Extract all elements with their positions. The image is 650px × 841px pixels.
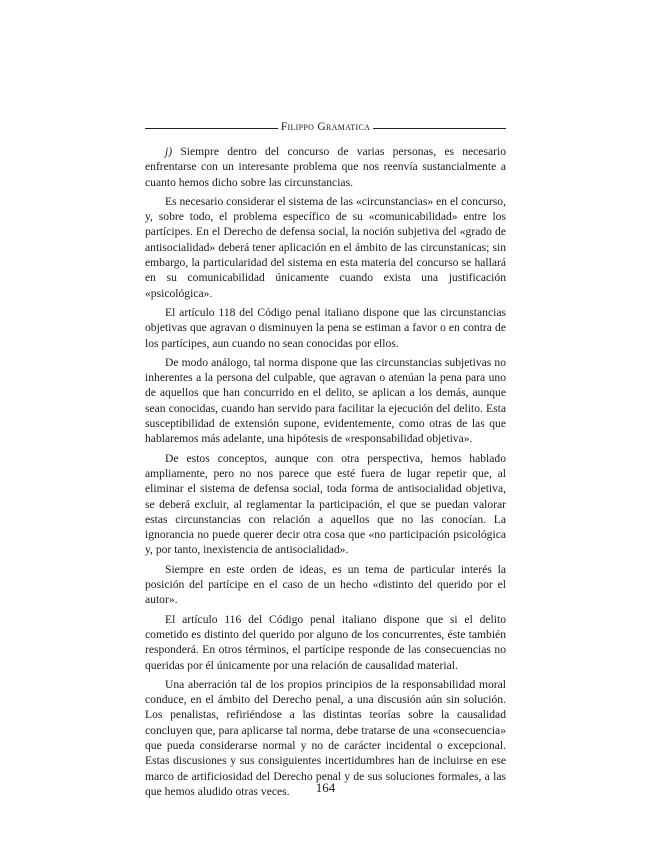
- page-number: 164: [315, 780, 336, 795]
- header-rule-left: [145, 128, 278, 129]
- paragraph: Una aberración tal de los propios principios de la responsabilidad moral conduce, en el ámbito del Derecho penal, a una discusión aún sin solución. Los penalistas, refiriéndose a las distintas teorías sobre la causalidad concluyen que, para aplicarse tal norma, debe tratarse de una «consecuencia» que pueda considerarse normal y no de carácter incidental o excepcional. Estas discusiones y sus consiguientes incertidumbres han de incluirse en ese marco de artificiosidad del Derecho penal y de sus soluciones formales, a las que hemos aludido otras veces.: [145, 677, 506, 798]
- paragraph-text: Siempre dentro del concurso de varias personas, es necesario enfrentarse con un interesante problema que nos reenvía sustancialmente a cuanto hemos dicho sobre las circunstancias.: [145, 145, 506, 189]
- running-header: [145, 120, 506, 136]
- paragraph: El artículo 116 del Código penal italiano dispone que si el delito cometido es distinto del querido por alguno de los concurrentes, éste también responderá. En otros términos, el partícipe responde de las consecuencias no queridas por él únicamente por una relación de causalidad material.: [145, 612, 506, 672]
- running-header-author: Filippo Gramatica: [280, 121, 371, 134]
- paragraph-lead: j): [165, 145, 173, 158]
- header-rule-right: [373, 128, 506, 129]
- paragraph: De estos conceptos, aunque con otra perspectiva, hemos hablado ampliamente, pero no nos parece que esté fuera de lugar repetir que, al eliminar el sistema de defensa social, toda forma de antisocialidad objetiva, se deberá excluir, al reglamentar la participación, el que se puedan valorar estas circunstancias con relación a aquellos que no las conocían. La ignorancia no puede querer decir otra cosa que «no participación psicológica y, por tanto, inexistencia de antisocialidad».: [145, 451, 506, 557]
- paragraph: Siempre en este orden de ideas, es un tema de particular interés la posición del partícipe en el caso de un hecho «distinto del querido por el autor».: [145, 562, 506, 607]
- body-text: [145, 144, 506, 803]
- paragraph: [145, 144, 506, 190]
- paragraph: De modo análogo, tal norma dispone que las circunstancias subjetivas no inherentes a la persona del culpable, que agravan o atenúan la pena para uno de aquellos que han concurrido en el delito, se aplican a los demás, aunque sean conocidas, cuando han servido para facilitar la ejecución del delito. Esta susceptibilidad de extensión supone, evidentemente, como otras de las que hablaremos más adelante, una hipótesis de «responsabilidad objetiva».: [145, 355, 506, 446]
- paragraph: El artículo 118 del Código penal italiano dispone que las circunstancias objetivas que agravan o disminuyen la pena se estiman a favor o en contra de los partícipes, aun cuando no sean conocidas por ellos.: [145, 305, 506, 350]
- paragraph: Es necesario considerar el sistema de las «circunstancias» en el concurso, y, sobre todo, el problema específico de su «comunicabilidad» entre los partícipes. En el Derecho de defensa social, la noción subjetiva del «grado de antisocialidad» deberá tener aplicación en el ámbito de las circunstanicas; sin embargo, la particularidad del sistema en esta materia del concurso se hallará en su comunicabilidad únicamente cuando exista una justificación «psicológica».: [145, 194, 506, 300]
